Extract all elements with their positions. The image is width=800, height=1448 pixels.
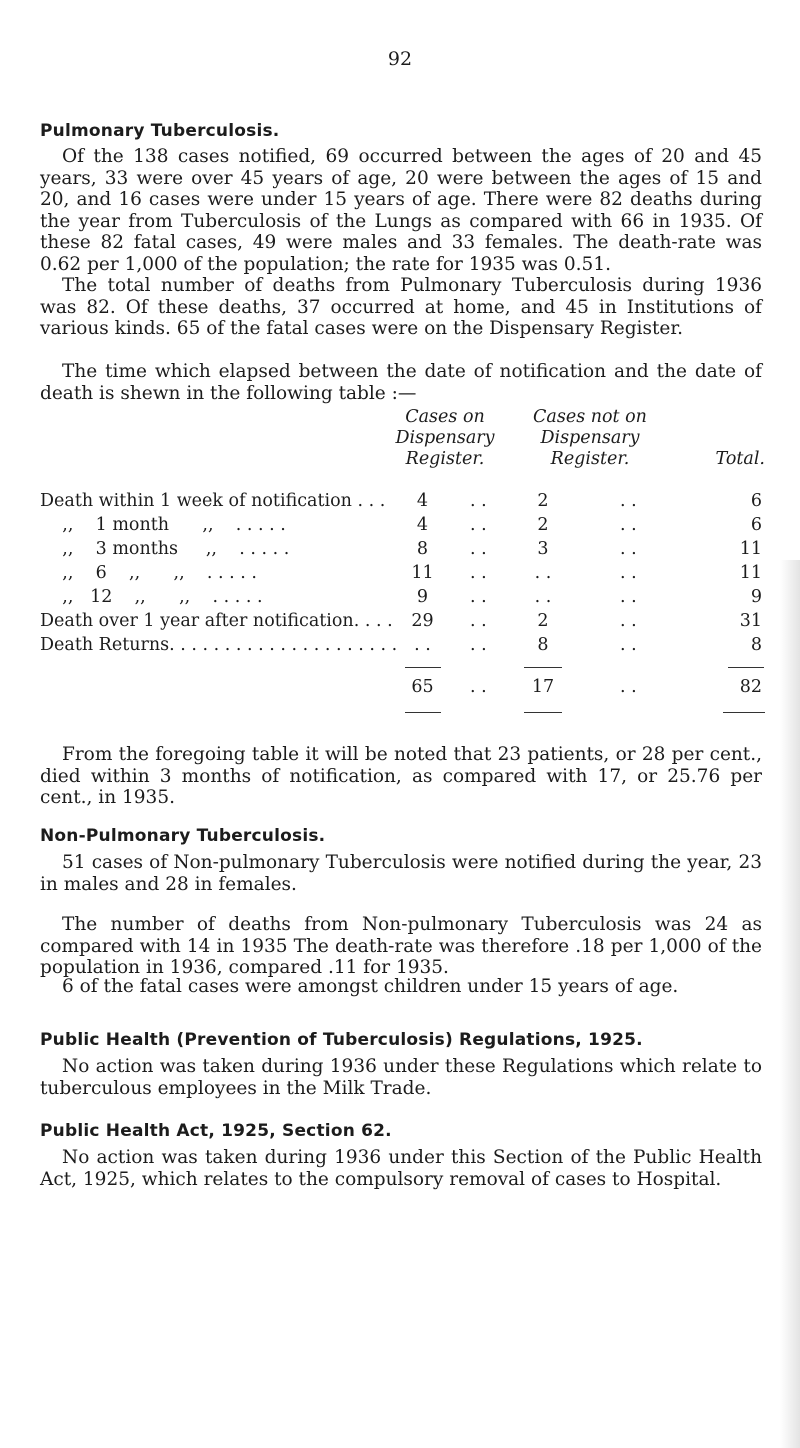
cell-total: 8	[750, 635, 762, 655]
cell-total: 6	[750, 515, 762, 535]
cell-not-on-register: 3	[537, 539, 549, 559]
table-row	[40, 563, 765, 587]
row-label: Death Returns. . . . . . . . . . . . . . . . . . . . .	[40, 635, 398, 655]
separator: . .	[470, 635, 487, 655]
separator: . .	[620, 677, 637, 697]
header-line: Dispensary	[395, 428, 495, 448]
grand-total: 82	[739, 677, 762, 697]
paragraph-pulmonary-1: Of the 138 cases notified, 69 occurred between the ages of 20 and 45 years, 33 were over 45 years of age, 20 were between the ages of 15 and 20, and 16 cases were under 15 years of age. There were 82 deaths during the year from Tuberculosis of the Lungs as compared with 66 in 1935. Of these 82 fatal cases, 49 were males and 33 females. The death-rate was 0.62 per 1,000 of the population; the rate for 1935 was 0.51.	[40, 146, 762, 275]
cell-not-on-register: . .	[534, 587, 552, 607]
cell-total: 11	[739, 539, 762, 559]
page-number: 92	[387, 48, 413, 70]
separator: . .	[620, 539, 637, 559]
separator: . .	[470, 587, 487, 607]
cell-not-on-register: 2	[537, 491, 549, 511]
paragraph-regulations: No action was taken during 1936 under these Regulations which relate to tuberculous employees in the Milk Trade.	[40, 1056, 762, 1099]
sum-rule	[723, 712, 765, 713]
separator: . .	[620, 587, 637, 607]
table-totals-row	[40, 677, 765, 701]
cell-on-register: 29	[411, 611, 434, 631]
row-label: ,, 12 ,, ,, . . . . .	[40, 587, 263, 607]
cell-total: 31	[739, 611, 762, 631]
paragraph-pulmonary-3: The time which elapsed between the date of notification and the date of death is shewn in the following table :—	[40, 361, 762, 404]
separator: . .	[620, 563, 637, 583]
separator: . .	[470, 611, 487, 631]
table-row	[40, 491, 765, 515]
table-row	[40, 587, 765, 611]
cell-total: 6	[750, 491, 762, 511]
sum-rule	[728, 667, 764, 668]
cell-on-register: 9	[416, 587, 429, 607]
column-header-on-register	[385, 407, 505, 470]
table-row	[40, 635, 765, 659]
row-label: Death over 1 year after notification. . . .	[40, 611, 393, 631]
cell-on-register: 4	[416, 491, 429, 511]
paragraph-non-pulmonary-2: The number of deaths from Non-pulmonary Tuberculosis was 24 as compared with 14 in 1935 The death-rate was therefore .18 per 1,000 of the population in 1936, compared .11 for 1935.	[40, 914, 762, 978]
header-line: Cases on	[405, 407, 485, 427]
column-header-total: Total.	[715, 449, 765, 469]
page-edge-shadow	[780, 560, 800, 1448]
header-line: Cases not on	[533, 407, 647, 427]
cell-not-on-register: 8	[537, 635, 549, 655]
cell-not-on-register: . .	[534, 563, 552, 583]
total-on-register: 65	[411, 677, 434, 697]
paragraph-pulmonary-2: The total number of deaths from Pulmonary Tuberculosis during 1936 was 82. Of these deaths, 37 occurred at home, and 45 in Institutions of various kinds. 65 of the fatal cases were on the Dispensary Register.	[40, 275, 762, 339]
cell-not-on-register: 2	[537, 611, 549, 631]
cell-on-register: 11	[411, 563, 434, 583]
row-label: ,, 3 months ,, . . . . .	[40, 539, 290, 559]
section-heading-pulmonary: Pulmonary Tuberculosis.	[40, 121, 280, 141]
separator: . .	[620, 515, 637, 535]
separator: . .	[620, 611, 637, 631]
table-row	[40, 611, 765, 635]
table-row	[40, 515, 765, 539]
paragraph-after-table: From the foregoing table it will be noted that 23 patients, or 28 per cent., died within 3 months of notification, as compared with 17, or 25.76 per cent., in 1935.	[40, 744, 762, 808]
cell-on-register: 8	[416, 539, 429, 559]
table-row	[40, 539, 765, 563]
separator: . .	[620, 491, 637, 511]
section-heading-act: Public Health Act, 1925, Section 62.	[40, 1121, 392, 1141]
cell-not-on-register: 2	[537, 515, 549, 535]
header-line: Register.	[550, 449, 630, 469]
sum-rule	[524, 712, 562, 713]
separator: . .	[470, 539, 487, 559]
column-header-not-on-register	[520, 407, 660, 470]
paragraph-non-pulmonary-1: 51 cases of Non-pulmonary Tuberculosis were notified during the year, 23 in males and 28 in females.	[40, 852, 762, 895]
row-label: ,, 1 month ,, . . . . .	[40, 515, 286, 535]
cell-total: 11	[739, 563, 762, 583]
section-heading-non-pulmonary: Non-Pulmonary Tuberculosis.	[40, 826, 326, 846]
section-heading-regulations: Public Health (Prevention of Tuberculosis) Regulations, 1925.	[40, 1030, 643, 1050]
separator: . .	[470, 515, 487, 535]
separator: . .	[470, 563, 487, 583]
total-not-on-register: 17	[531, 677, 555, 697]
sum-rule	[405, 712, 441, 713]
separator: . .	[470, 491, 487, 511]
paragraph-act: No action was taken during 1936 under this Section of the Public Health Act, 1925, which relates to the compulsory removal of cases to Hospital.	[40, 1147, 762, 1190]
separator: . .	[620, 635, 637, 655]
separator: . .	[470, 677, 487, 697]
sum-rule	[405, 667, 441, 668]
row-label: Death within 1 week of notification . . .	[40, 491, 386, 511]
cell-on-register: 4	[416, 515, 429, 535]
header-line: Dispensary	[540, 428, 640, 448]
cell-total: 9	[750, 587, 762, 607]
paragraph-non-pulmonary-3: 6 of the fatal cases were amongst children under 15 years of age.	[62, 976, 679, 997]
header-line: Register.	[405, 449, 485, 469]
sum-rule	[524, 667, 562, 668]
cell-on-register: . .	[414, 635, 431, 655]
row-label: ,, 6 ,, ,, . . . . .	[40, 563, 257, 583]
